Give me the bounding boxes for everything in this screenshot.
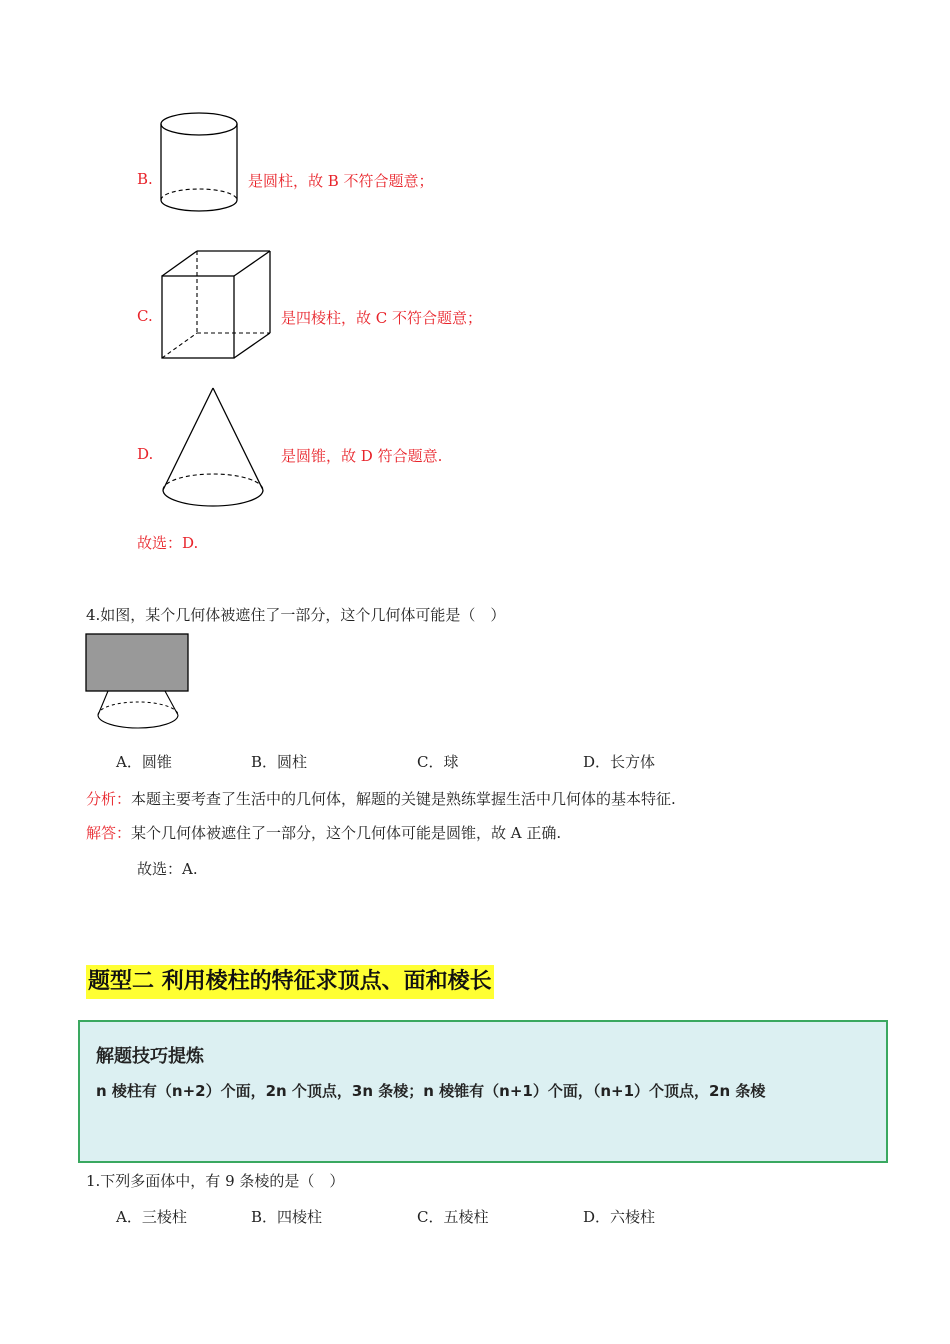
q1-option-b[interactable]: B．四棱柱	[251, 1208, 323, 1226]
cone-figure	[160, 386, 268, 510]
option-c-text: 是四棱柱，故 C 不符合题意；	[281, 309, 483, 327]
q4-answer: 故选：A.	[137, 860, 198, 878]
question-4-stem: 4.如图，某个几何体被遮住了一部分，这个几何体可能是（ ）	[86, 606, 506, 624]
question-1-stem: 1.下列多面体中，有 9 条棱的是（ ）	[86, 1172, 345, 1190]
analysis-text: 本题主要考查了生活中的几何体，解题的关键是熟练掌握生活中几何体的基本特征.	[131, 790, 676, 808]
solution-text: 某个几何体被遮住了一部分，这个几何体可能是圆锥，故 A 正确.	[131, 824, 562, 842]
q4-option-c[interactable]: C．球	[417, 753, 459, 771]
cylinder-figure	[160, 112, 240, 216]
tip-box	[78, 1020, 888, 1163]
q4-analysis	[86, 788, 676, 809]
section-title: 题型二 利用棱柱的特征求顶点、面和棱长	[86, 965, 494, 999]
tip-body: n 棱柱有（n+2）个面，2n 个顶点，3n 条棱；n 棱锥有（n+1）个面，（n+1）个顶点，2n 条棱	[96, 1082, 766, 1100]
cube-figure	[160, 248, 274, 362]
tip-title: 解题技巧提炼	[96, 1046, 204, 1067]
option-d-text: 是圆锥，故 D 符合题意.	[281, 447, 443, 465]
solution-label: 解答：	[86, 824, 132, 842]
hidden-cone-figure	[85, 633, 191, 733]
q1-option-d[interactable]: D．六棱柱	[583, 1208, 656, 1226]
q1-option-a[interactable]: A．三棱柱	[116, 1208, 187, 1226]
q4-option-a[interactable]: A．圆锥	[116, 753, 172, 771]
q4-option-d[interactable]: D．长方体	[583, 753, 656, 771]
q1-option-c[interactable]: C．五棱柱	[417, 1208, 489, 1226]
option-b-text: 是圆柱，故 B 不符合题意；	[248, 172, 434, 190]
option-d-label: D.	[137, 445, 154, 463]
option-b-label: B.	[137, 170, 153, 188]
q4-solution	[86, 822, 561, 843]
option-c-label: C.	[137, 307, 153, 325]
analysis-label: 分析：	[86, 790, 132, 808]
q4-option-b[interactable]: B．圆柱	[251, 753, 308, 771]
prev-answer: 故选：D.	[137, 534, 199, 552]
